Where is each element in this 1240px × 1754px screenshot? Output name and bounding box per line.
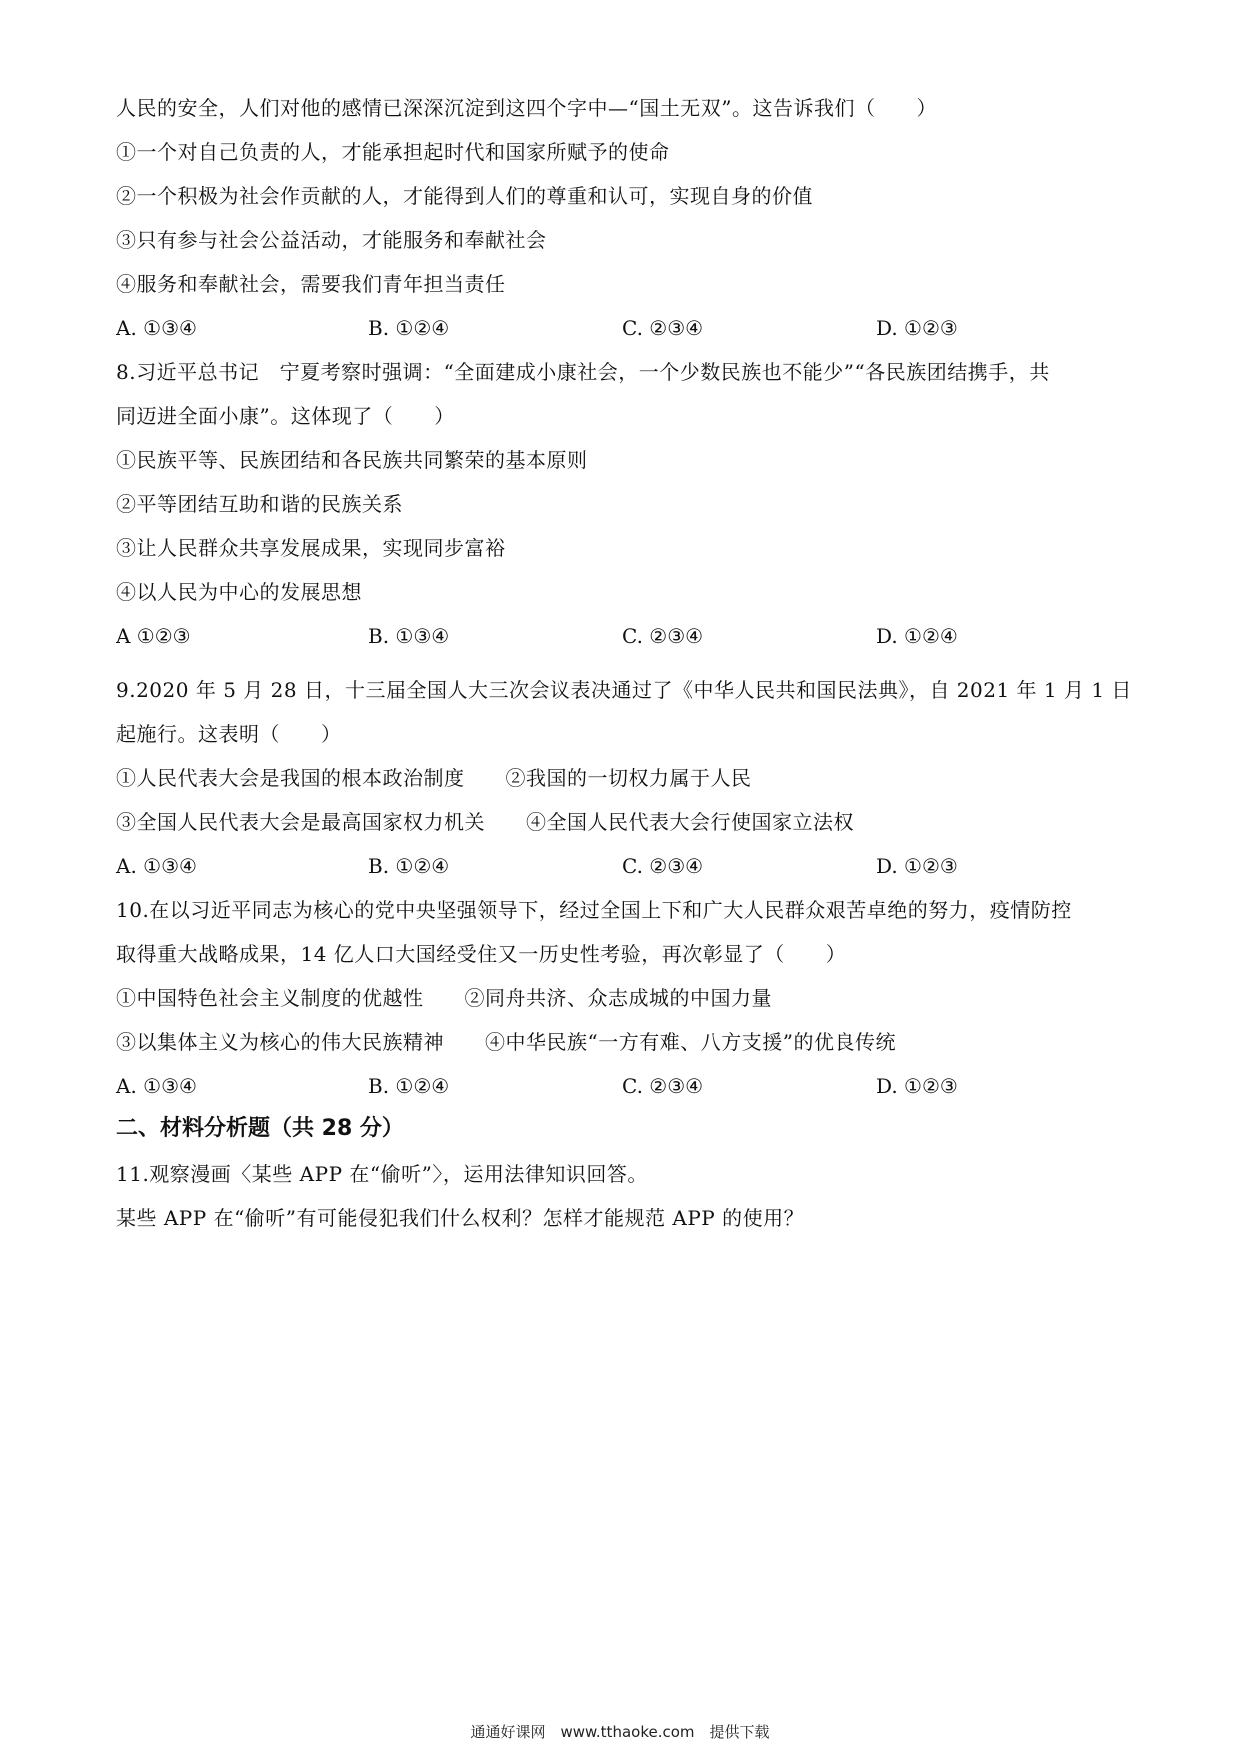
- q8-statement-3: ③让人民群众共享发展成果，实现同步富裕: [116, 536, 506, 560]
- q7-option-c: C. ②③④: [622, 316, 704, 340]
- q9-statements-row-1: ①人民代表大会是我国的根本政治制度 ②我国的一切权力属于人民: [116, 766, 752, 790]
- q11-stem: 11.观察漫画〈某些 APP 在“偷听”〉，运用法律知识回答。: [116, 1162, 648, 1186]
- q11-question: 某些 APP 在“偷听”有可能侵犯我们什么权利？怎样才能规范 APP 的使用？: [116, 1206, 805, 1230]
- q9-option-c: C. ②③④: [622, 854, 704, 878]
- q10-statements-row-1: ①中国特色社会主义制度的优越性 ②同舟共济、众志成城的中国力量: [116, 986, 772, 1010]
- q8-statement-1: ①民族平等、民族团结和各民族共同繁荣的基本原则: [116, 448, 588, 472]
- q8-option-c: C. ②③④: [622, 624, 704, 648]
- q10-option-a: A. ①③④: [116, 1074, 197, 1098]
- q10-option-c: C. ②③④: [622, 1074, 704, 1098]
- q7-statement-2: ②一个积极为社会作贡献的人，才能得到人们的尊重和认可，实现自身的价值: [116, 184, 813, 208]
- q10-statements-row-2: ③以集体主义为核心的伟大民族精神 ④中华民族“一方有难、八方支援”的优良传统: [116, 1030, 896, 1054]
- q8-option-a: A ①②③: [116, 624, 191, 648]
- q10-option-d: D. ①②③: [876, 1074, 958, 1098]
- q9-option-b: B. ①②④: [368, 854, 450, 878]
- q7-statement-1: ①一个对自己负责的人，才能承担起时代和国家所赋予的使命: [116, 140, 670, 164]
- q9-stem-line-2: 起施行。这表明（ ）: [116, 722, 342, 746]
- q9-option-a: A. ①③④: [116, 854, 197, 878]
- q9-stem-line-1: 9.2020 年 5 月 28 日，十三届全国人大三次会议表决通过了《中华人民共和国民法典》，自 2021 年 1 月 1 日: [116, 678, 1132, 702]
- q8-statement-4: ④以人民为中心的发展思想: [116, 580, 362, 604]
- q7-statement-3: ③只有参与社会公益活动，才能服务和奉献社会: [116, 228, 547, 252]
- q9-statements-row-2: ③全国人民代表大会是最高国家权力机关 ④全国人民代表大会行使国家立法权: [116, 810, 854, 834]
- page-footer: 通通好课网 www.tthaoke.com 提供下载: [470, 1723, 770, 1741]
- q8-option-b: B. ①③④: [368, 624, 450, 648]
- q8-statement-2: ②平等团结互助和谐的民族关系: [116, 492, 403, 516]
- section-title: 二、材料分析题（共 28 分）: [116, 1116, 404, 1141]
- q8-option-d: D. ①②④: [876, 624, 958, 648]
- q7-stem-tail: 人民的安全，人们对他的感情已深深沉淀到这四个字中—“国土无双”。这告诉我们（ ）: [116, 96, 937, 120]
- q10-stem-line-1: 10.在以习近平同志为核心的党中央坚强领导下，经过全国上下和广大人民群众艰苦卓绝的努力，疫情防控: [116, 898, 1072, 922]
- q8-stem-line-2: 同迈进全面小康”。这体现了（ ）: [116, 404, 455, 428]
- q10-option-b: B. ①②④: [368, 1074, 450, 1098]
- q7-option-a: A. ①③④: [116, 316, 197, 340]
- q8-stem-line-1: 8.习近平总书记 宁夏考察时强调：“全面建成小康社会，一个少数民族也不能少”“各民族团结携手，共: [116, 360, 1050, 384]
- q7-statement-4: ④服务和奉献社会，需要我们青年担当责任: [116, 272, 506, 296]
- q7-option-d: D. ①②③: [876, 316, 958, 340]
- q9-option-d: D. ①②③: [876, 854, 958, 878]
- q10-stem-line-2: 取得重大战略成果，14 亿人口大国经受住又一历史性考验，再次彰显了（ ）: [116, 942, 847, 966]
- q7-option-b: B. ①②④: [368, 316, 450, 340]
